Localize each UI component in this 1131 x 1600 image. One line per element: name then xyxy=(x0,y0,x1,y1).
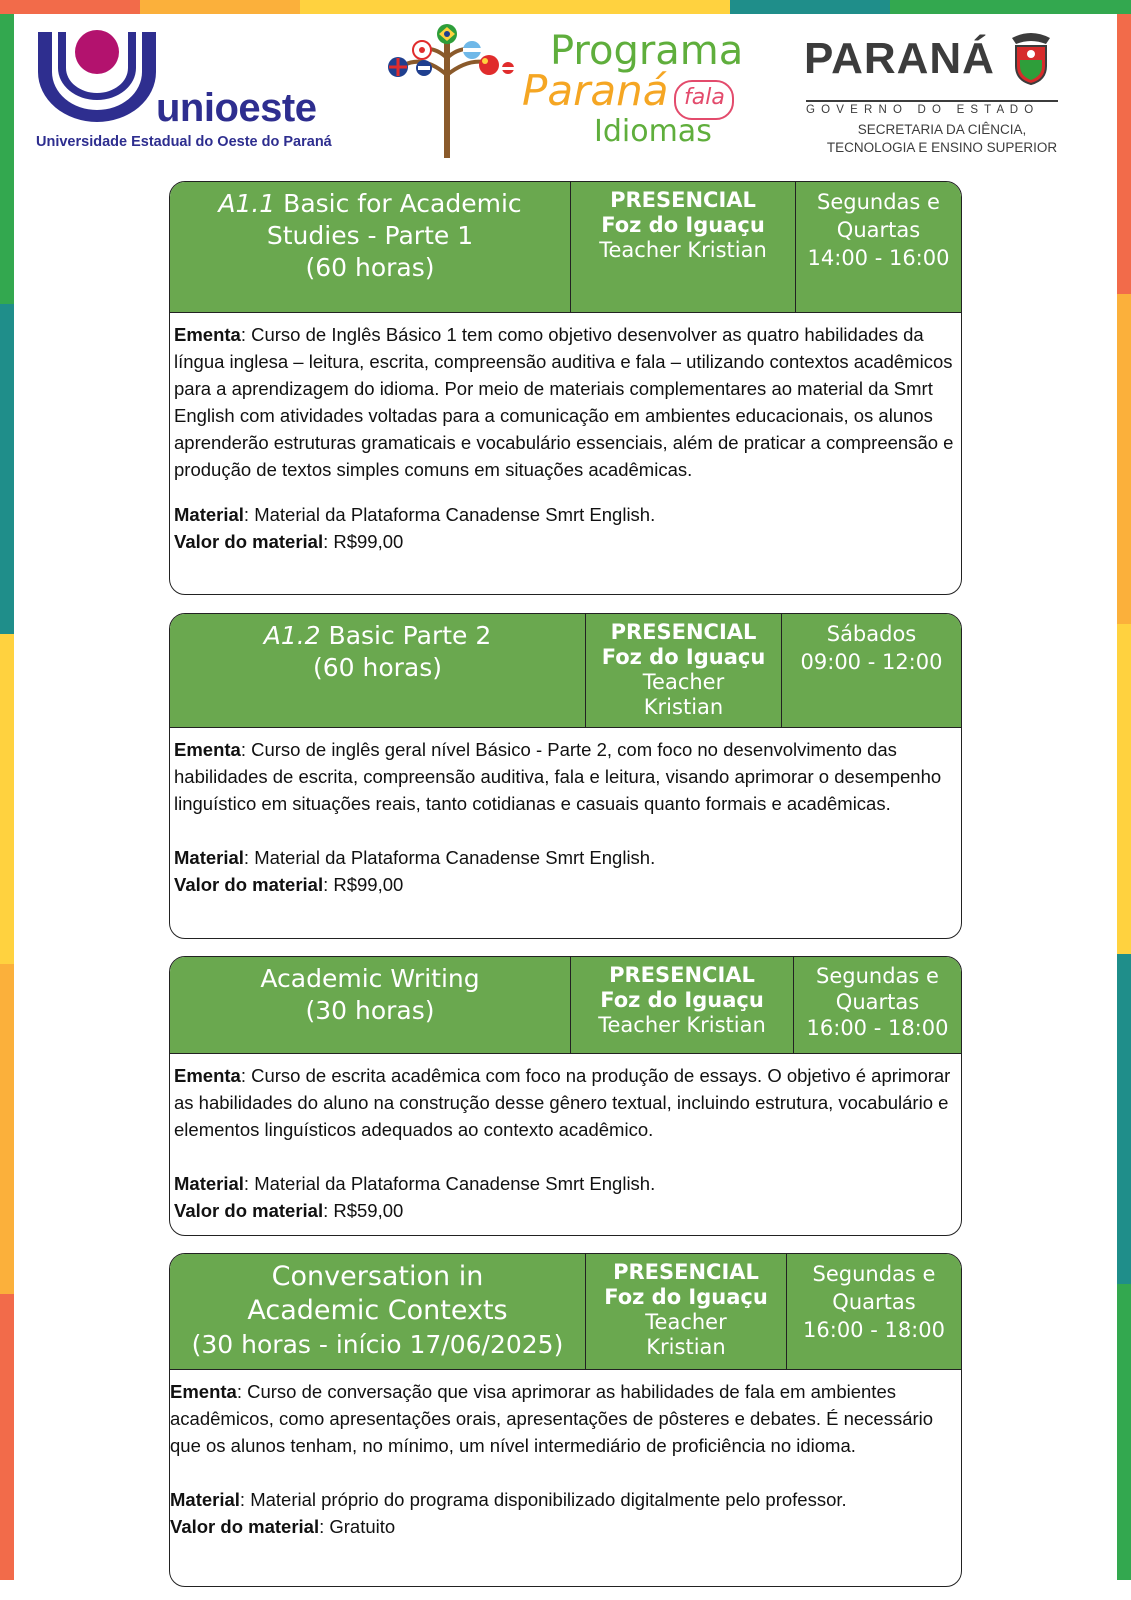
course-header xyxy=(170,182,961,313)
course-name: Basic Parte 2 xyxy=(320,621,492,650)
valor-text: : Gratuito xyxy=(319,1516,396,1537)
ementa-label: Ementa xyxy=(174,324,241,345)
course-mode-cell xyxy=(571,182,796,312)
idiomas-word: Idiomas xyxy=(594,114,712,149)
course-city: Foz do Iguaçu xyxy=(601,645,766,669)
course-hours: (60 horas) xyxy=(312,653,443,682)
parana-gov-subtitle: G O V E R N O D O E S T A D O xyxy=(806,100,1058,116)
course-description xyxy=(170,1054,961,1224)
ementa-label: Ementa xyxy=(174,739,241,760)
course-days: Sábados xyxy=(826,622,917,646)
course-city: Foz do Iguaçu xyxy=(600,988,764,1012)
course-mode: PRESENCIAL xyxy=(610,620,757,644)
course-mode-cell xyxy=(586,614,782,727)
course-hours: (30 horas) xyxy=(305,996,435,1025)
valor-label: Valor do material xyxy=(174,531,324,552)
material-label: Material xyxy=(174,504,244,525)
parana-sec-line1: SECRETARIA DA CIÊNCIA, xyxy=(857,122,1027,137)
course-card-academic-writing xyxy=(169,956,962,1236)
material-label: Material xyxy=(174,847,244,868)
top-color-border xyxy=(0,0,1131,14)
ementa-text: : Curso de escrita acadêmica com foco na produção de essays. O objetivo é aprimorar as habilidades do aluno na construção desse gênero textual, incluindo estrutura, vocabulário e elementos linguísticos adequados ao contexto acadêmico. xyxy=(174,1065,951,1140)
material-text: : Material próprio do programa disponibilizado digitalmente pelo professor. xyxy=(239,1489,847,1510)
programa-logo xyxy=(384,20,744,165)
unioeste-logo xyxy=(32,28,372,158)
unioeste-fullname: Universidade Estadual do Oeste do Paraná xyxy=(36,134,332,150)
course-name: Conversation in Academic Contexts xyxy=(247,1261,508,1326)
course-teacher: Teacher Kristian xyxy=(642,670,725,719)
fala-word: fala xyxy=(684,85,725,110)
unioeste-wordmark: unioeste xyxy=(156,86,317,130)
ementa-text: : Curso de inglês geral nível Básico - Parte 2, com foco no desenvolvimento das habilidades de escrita, compreensão auditiva, fala e leitura, visando aprimorar o desempenho linguístico em situações reais, tanto cotidianas e casuais quanto formais e acadêmicas. xyxy=(174,739,942,814)
course-teacher: Teacher Kristian xyxy=(599,238,767,262)
course-title-cell xyxy=(170,182,571,312)
course-title-cell xyxy=(170,1254,586,1369)
course-code: A1.1 xyxy=(218,189,276,218)
course-schedule-cell xyxy=(796,182,961,312)
course-time: 16:00 - 18:00 xyxy=(806,1016,949,1040)
ementa-text: : Curso de Inglês Básico 1 tem como objetivo desenvolver as quatro habilidades da língua inglesa – leitura, escrita, compreensão auditiva e fala – utilizando contextos acadêmicos para a aprendizagem do idioma. Por meio de materiais complementares ao material da Smrt English com atividades voltadas para a comunicação em ambientes educacionais, os alunos aprenderão estruturas gramaticais e vocabulário essenciais, além de praticar a compreensão e produção de textos simples comuns em situações acadêmicas. xyxy=(174,324,954,480)
course-mode: PRESENCIAL xyxy=(609,963,755,987)
course-time: 14:00 - 16:00 xyxy=(807,246,950,270)
course-title xyxy=(228,1260,528,1328)
course-time: 16:00 - 18:00 xyxy=(803,1318,945,1342)
parana-gov-logo xyxy=(804,30,1104,160)
course-city: Foz do Iguaçu xyxy=(601,213,765,237)
course-description xyxy=(170,1370,961,1540)
course-title xyxy=(200,188,540,252)
course-days: Segundas e Quartas xyxy=(816,964,939,1014)
valor-label: Valor do material xyxy=(174,1200,324,1221)
valor-text: : R$99,00 xyxy=(323,531,404,552)
course-description xyxy=(170,728,961,898)
ementa-label: Ementa xyxy=(170,1381,237,1402)
material-label: Material xyxy=(170,1489,240,1510)
course-schedule-cell xyxy=(794,957,961,1053)
course-teacher: Teacher Kristian xyxy=(598,1013,766,1037)
course-days: Segundas e Quartas xyxy=(812,1262,936,1314)
material-text: : Material da Plataforma Canadense Smrt English. xyxy=(243,847,656,868)
header-logos xyxy=(14,14,1117,164)
course-schedule-cell xyxy=(787,1254,961,1369)
right-color-border xyxy=(1117,14,1131,1580)
course-description xyxy=(170,313,961,555)
valor-text: : R$59,00 xyxy=(323,1200,404,1221)
valor-label: Valor do material xyxy=(174,874,324,895)
course-mode-cell xyxy=(571,957,794,1053)
course-code: A1.2 xyxy=(263,621,321,650)
course-mode-cell xyxy=(586,1254,787,1369)
flag-tree-icon xyxy=(384,20,514,160)
course-name: Academic Writing xyxy=(260,964,480,993)
course-hours: (60 horas) xyxy=(305,253,435,282)
course-title-cell xyxy=(170,614,586,727)
material-text: : Material da Plataforma Canadense Smrt English. xyxy=(243,1173,656,1194)
course-mode: PRESENCIAL xyxy=(610,188,756,212)
course-hours: (30 horas - início 17/06/2025) xyxy=(191,1330,564,1359)
parana-word: Paraná xyxy=(522,66,669,115)
course-card-a1-2 xyxy=(169,613,962,939)
course-header xyxy=(170,614,961,728)
course-time: 09:00 - 12:00 xyxy=(800,650,943,674)
material-label: Material xyxy=(174,1173,244,1194)
parana-coat-of-arms-icon xyxy=(1008,30,1054,86)
course-title xyxy=(260,963,479,995)
course-header xyxy=(170,1254,961,1370)
course-title xyxy=(264,620,492,652)
ementa-text: : Curso de conversação que visa aprimorar as habilidades de fala em ambientes acadêmicos, como apresentações orais, apresentações de pôsteres e debates. É necessário que os alunos tenham, no mínimo, um nível intermediário de proficiência no idioma. xyxy=(170,1381,934,1456)
ementa-label: Ementa xyxy=(174,1065,241,1086)
course-card-a1-1 xyxy=(169,181,962,595)
valor-text: : R$99,00 xyxy=(323,874,404,895)
course-teacher: Teacher Kristian xyxy=(645,1310,727,1359)
parana-gov-title: PARANÁ xyxy=(804,34,995,83)
left-color-border xyxy=(0,14,14,1580)
course-schedule-cell xyxy=(782,614,961,727)
course-title-cell xyxy=(170,957,571,1053)
course-name: Basic for Academic Studies - Parte 1 xyxy=(266,189,522,250)
material-text: : Material da Plataforma Canadense Smrt English. xyxy=(243,504,656,525)
valor-label: Valor do material xyxy=(170,1516,320,1537)
course-city: Foz do Iguaçu xyxy=(604,1285,768,1309)
unioeste-emblem-icon xyxy=(32,28,162,123)
parana-sec-line2: TECNOLOGIA E ENSINO SUPERIOR xyxy=(826,140,1058,155)
programa-word: Programa xyxy=(550,28,744,74)
course-card-conversation xyxy=(169,1253,962,1587)
course-days: Segundas e Quartas xyxy=(817,190,940,242)
course-mode: PRESENCIAL xyxy=(613,1260,759,1284)
course-header xyxy=(170,957,961,1054)
